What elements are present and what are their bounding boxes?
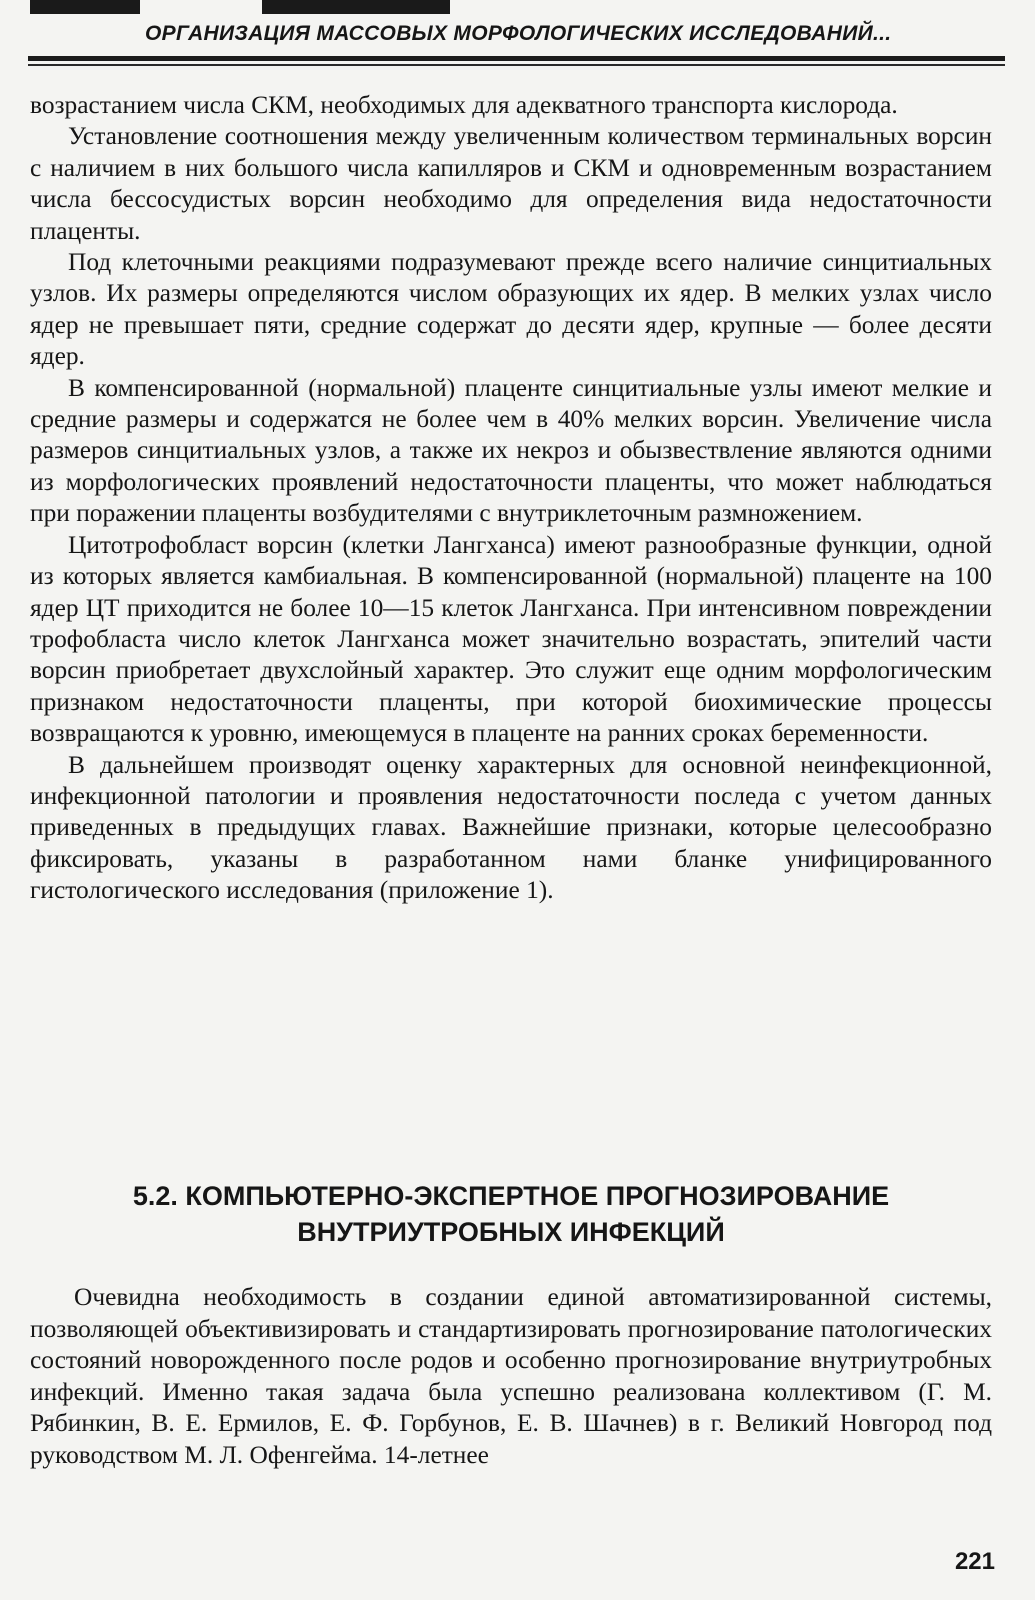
- paragraph-continued: возрастанием числа СКМ, необходимых для адекватного транспорта кислорода.: [30, 91, 898, 119]
- section-heading: [30, 1178, 992, 1250]
- paragraph: В компенсированной (нормальной) плаценте синцитиальные узлы имеют мелкие и средние размеры и содержатся не более чем в 40% мелких ворсин. Увеличение числа размеров синцитиальных узлов, а также их некроз и обызвествление являются одними из морфологических проявлений недостаточности плаценты, что может наблюдаться при поражении плаценты возбудителями с внутриклеточным размножением.: [30, 373, 992, 528]
- section-heading-line-1: 5.2. КОМПЬЮТЕРНО-ЭКСПЕРТНОЕ ПРОГНОЗИРОВАНИЕ: [132, 1181, 890, 1211]
- paragraph: В дальнейшем производят оценку характерных для основной неинфекционной, инфекционной патологии и проявления недостаточности последа с учетом данных приведенных в предыдущих главах. Важнейшие признаки, которые целесообразно фиксировать, указаны в разработанном нами бланке унифицированного гистологического исследования (приложение 1).: [30, 750, 992, 905]
- header-rule-thin: [28, 64, 1005, 66]
- paragraph: Установление соотношения между увеличенным количеством терминальных ворсин с наличием в них большого числа капилляров и СКМ и одновременным возрастанием числа бессосудистых ворсин необходимо для определения вида недостаточности плаценты.: [30, 122, 992, 245]
- paragraph: Цитотрофобласт ворсин (клетки Лангханса) имеют разнообразные функции, одной из которых является камбиальная. В компенсированной (нормальной) плаценте на 100 ядер ЦТ приходится не более 10—15 клеток Лангханса. При интенсивном повреждении трофобласта число клеток Лангханса может значительно возрастать, эпителий части ворсин приобретает двухслойный характер. Это служит еще одним морфологическим признаком недостаточности плаценты, при которой биохимические процессы возвращаются к уровню, имеющемуся в плаценте на ранних сроках беременности.: [30, 530, 992, 748]
- paragraph: Очевидна необходимость в создании единой автоматизированной системы, позволяющей объективизировать и стандартизировать прогнозирование патологических состояний новорожденного после родов и особенно прогнозирование внутриутробных инфекций. Именно такая задача была успешно реализована коллективом (Г. М. Рябинкин, В. Е. Ермилов, Е. Ф. Горбунов, Е. В. Шачнев) в г. Великий Новгород под руководством М. Л. Офенгейма. 14-летнее: [30, 1283, 992, 1469]
- header-rule: [28, 56, 1005, 61]
- body-text: [30, 90, 992, 907]
- section-heading-line-2: ВНУТРИУТРОБНЫХ ИНФЕКЦИЙ: [297, 1217, 725, 1247]
- section-body: [30, 1282, 992, 1471]
- running-header: ОРГАНИЗАЦИЯ МАССОВЫХ МОРФОЛОГИЧЕСКИХ ИССЛЕДОВАНИЙ...: [145, 22, 892, 45]
- page-number: 221: [954, 1548, 995, 1575]
- header-bar-right: [262, 0, 450, 14]
- paragraph: Под клеточными реакциями подразумевают прежде всего наличие синцитиальных узлов. Их размеры определяются числом образующих их ядер. В мелких узлах число ядер не превышает пяти, средние содержат до десяти ядер, крупные — более десяти ядер.: [30, 248, 992, 371]
- header-bar-left: [30, 0, 140, 14]
